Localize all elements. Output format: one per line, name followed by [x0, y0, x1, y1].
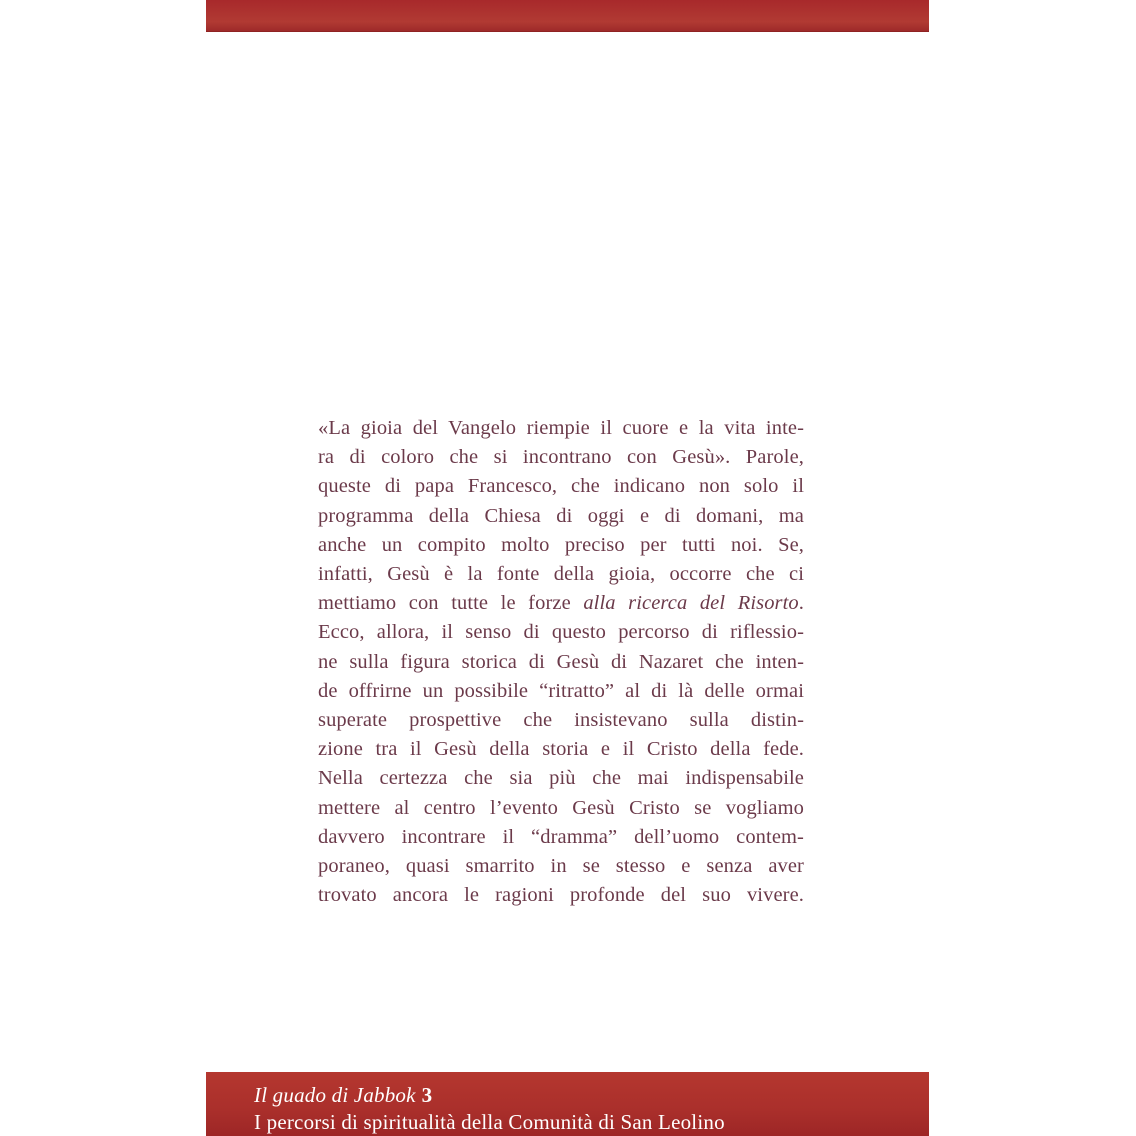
- blurb-line: anche un compito molto preciso per tutti noi. Se,: [318, 533, 804, 556]
- blurb-line-punctuation: .: [798, 592, 804, 615]
- blurb-line: infatti, Gesù è la fonte della gioia, occorre che ci: [318, 563, 804, 586]
- series-subtitle: I percorsi di spiritualità della Comunità di San Leolino: [254, 1110, 725, 1134]
- blurb-line-text: mettiamo con tutte le forze: [318, 592, 584, 615]
- blurb-line: trovato ancora le ragioni profonde del suo vivere.: [318, 884, 804, 907]
- series-heading: [254, 1083, 432, 1108]
- blurb-line: Nella certezza che sia più che mai indispensabile: [318, 767, 804, 790]
- blurb-italic-phrase: alla ricerca del Risorto: [583, 592, 799, 615]
- blurb-line: Ecco, allora, il senso di questo percorso di riflessio-: [318, 621, 804, 644]
- blurb-line: «La gioia del Vangelo riempie il cuore e la vita inte-: [318, 417, 804, 439]
- blurb-line: programma della Chiesa di oggi e di domani, ma: [318, 504, 804, 527]
- blurb-line: ra di coloro che si incontrano con Gesù». Parole,: [318, 446, 804, 469]
- bottom-series-band: [206, 1072, 929, 1136]
- blurb-line: davvero incontrare il “dramma” dell’uomo contem-: [318, 825, 804, 848]
- blurb-line: superate prospettive che insistevano sulla distin-: [318, 709, 804, 732]
- back-cover-blurb: [318, 414, 804, 910]
- blurb-line: queste di papa Francesco, che indicano non solo il: [318, 475, 804, 498]
- top-color-band: [206, 0, 929, 32]
- series-number: 3: [421, 1083, 433, 1107]
- blurb-line: ne sulla figura storica di Gesù di Nazaret che inten-: [318, 650, 804, 673]
- series-title: Il guado di Jabbok: [254, 1083, 416, 1107]
- blurb-line: mettere al centro l’evento Gesù Cristo se vogliamo: [318, 796, 804, 819]
- blurb-line-with-italic: [318, 589, 804, 618]
- book-back-cover: [206, 0, 929, 1136]
- blurb-line: poraneo, quasi smarrito in se stesso e senza aver: [318, 855, 804, 878]
- blurb-line: de offrirne un possibile “ritratto” al di là delle ormai: [318, 679, 804, 702]
- blurb-line: zione tra il Gesù della storia e il Cristo della fede.: [318, 738, 804, 761]
